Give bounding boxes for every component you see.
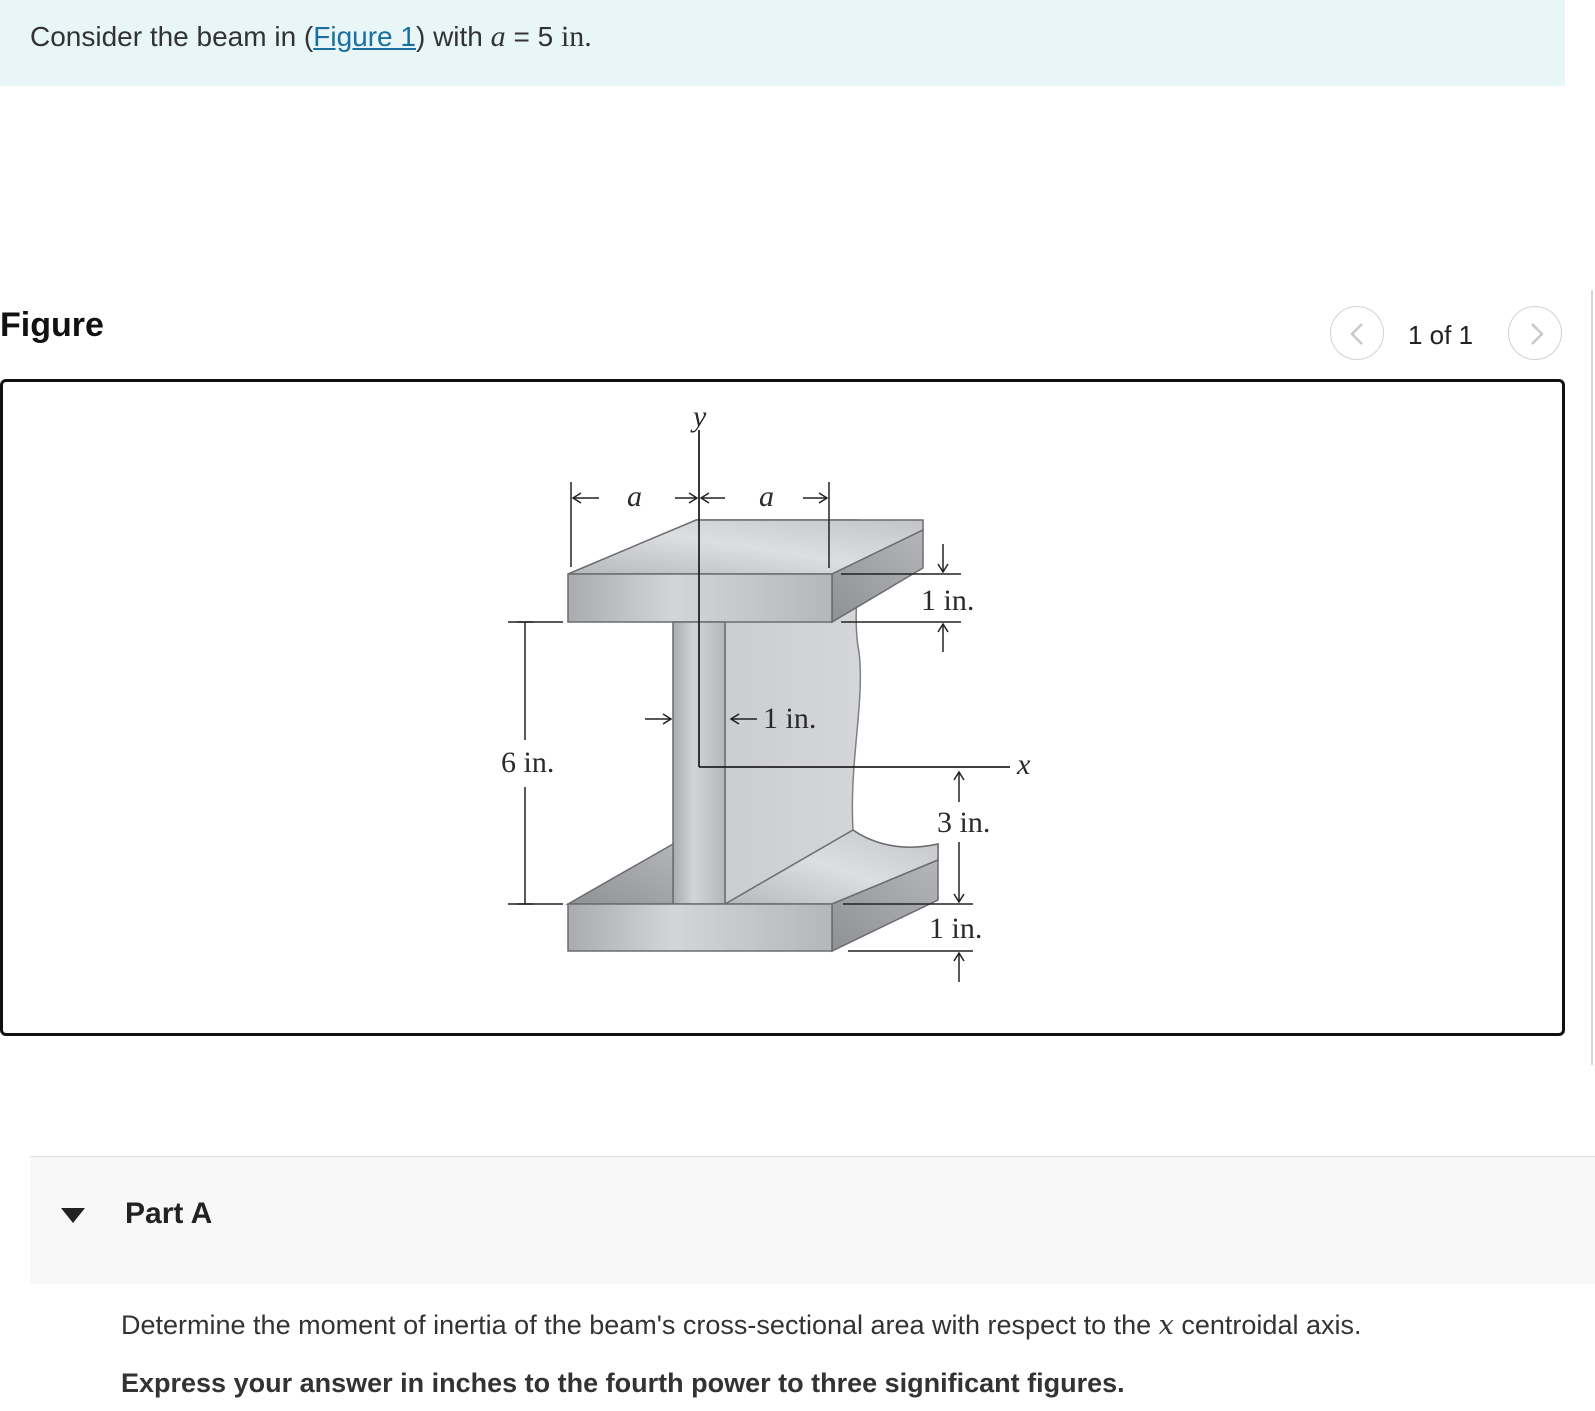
figure-title: Figure bbox=[0, 306, 104, 344]
height-label: 6 in. bbox=[501, 746, 555, 779]
intro-prefix: Consider the beam in ( bbox=[30, 21, 314, 52]
a-right-label: a bbox=[759, 480, 774, 513]
intro-mid: ) with bbox=[415, 21, 491, 52]
intro-variable: a bbox=[490, 20, 506, 53]
i-beam-figure bbox=[3, 382, 1562, 1033]
question-suffix: centroidal axis. bbox=[1173, 1310, 1362, 1340]
x-axis-label: x bbox=[1017, 748, 1031, 781]
answer-instruction: Express your answer in inches to the fourth power to three significant figures. bbox=[121, 1368, 1125, 1398]
figure-counter: 1 of 1 bbox=[1408, 320, 1474, 350]
bottom-flange-label: 1 in. bbox=[929, 912, 983, 945]
question-text bbox=[121, 1310, 1361, 1341]
web-thickness-label: 1 in. bbox=[763, 702, 817, 735]
intro-unit: in. bbox=[560, 20, 592, 53]
chevron-left-icon bbox=[1331, 307, 1385, 361]
bottom-flange-front-face bbox=[568, 904, 832, 951]
figure-pager bbox=[1330, 306, 1565, 362]
centroid-label: 3 in. bbox=[937, 806, 991, 839]
figure-frame bbox=[0, 379, 1565, 1036]
caret-down-icon[interactable] bbox=[60, 1207, 86, 1225]
question-variable: x bbox=[1158, 1310, 1174, 1341]
top-flange-label: 1 in. bbox=[921, 584, 975, 617]
a-left-label: a bbox=[627, 480, 642, 513]
intro-equals: = 5 bbox=[505, 21, 561, 52]
figure-link[interactable]: Figure 1 bbox=[313, 21, 416, 52]
chevron-right-icon bbox=[1509, 307, 1563, 361]
problem-intro bbox=[0, 0, 1565, 86]
question-prefix: Determine the moment of inertia of the beam's cross-sectional area with respect to the bbox=[121, 1310, 1159, 1340]
bottom-flange-top-left bbox=[568, 844, 673, 904]
y-axis-label: y bbox=[693, 400, 707, 433]
problem-statement bbox=[30, 20, 592, 54]
part-a-header[interactable] bbox=[30, 1156, 1595, 1284]
top-flange-front-face bbox=[568, 574, 832, 622]
part-a-title: Part A bbox=[125, 1197, 213, 1230]
previous-figure-button[interactable] bbox=[1330, 306, 1384, 360]
scroll-divider bbox=[1591, 290, 1593, 1065]
next-figure-button[interactable] bbox=[1508, 306, 1562, 360]
